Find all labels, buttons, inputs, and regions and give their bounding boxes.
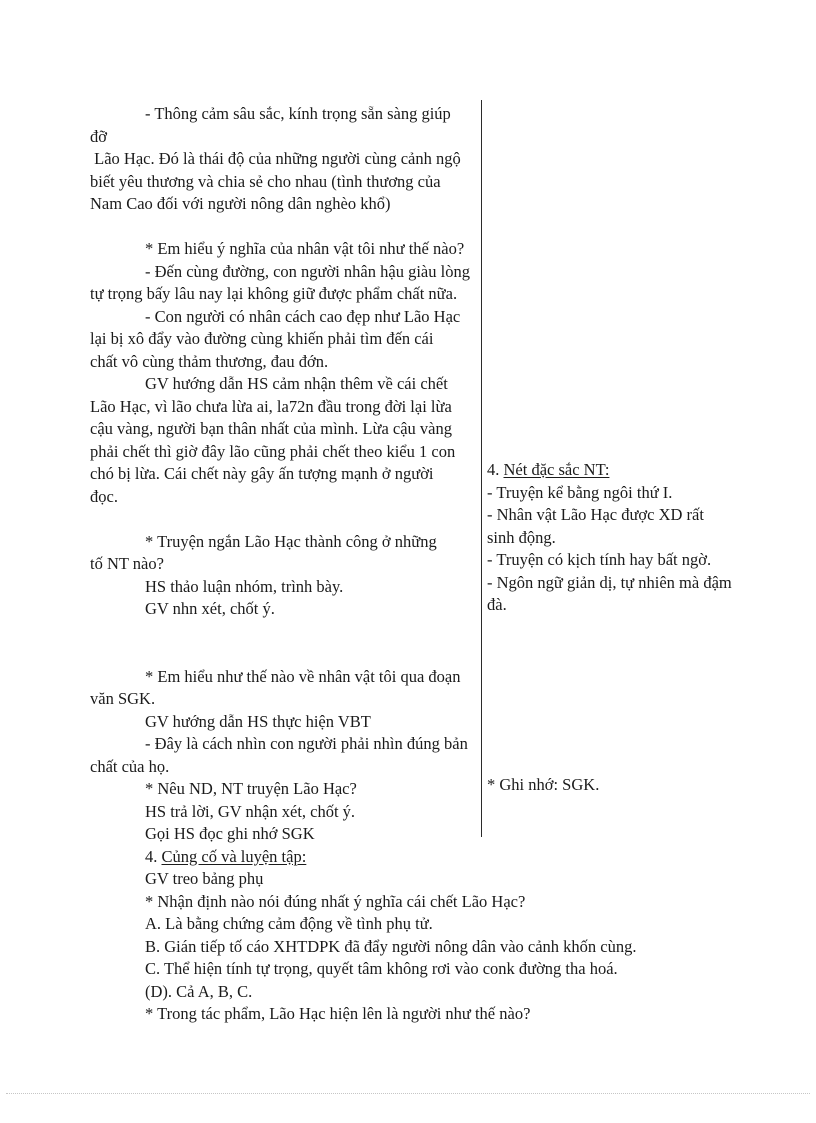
text-line: 4. Nét đặc sắc NT: [487,460,610,479]
text-line: HS trả lời, GV nhận xét, chốt ý. [145,801,356,821]
blank-line [90,621,482,644]
text-line: biết yêu thương và chia sẻ cho nhau (tình thương của [90,171,441,191]
ghi-nho-note: * Ghi nhớ: SGK. [487,775,600,794]
text-line: C. Thể hiện tính tự trọng, quyết tâm không rơi vào conk đường tha hoá. [145,959,618,978]
text-line: GV hướng dẫn HS cảm nhận thêm về cái chết [145,374,448,393]
text-line: - Đến cùng đường, con người nhân hậu giàu lòng [145,261,470,281]
text-line: - Nhân vật Lão Hạc được XD rất [487,505,704,524]
text-line: văn SGK. [90,689,156,708]
text-line: sinh động. [487,527,556,547]
lesson-right-column [487,459,732,617]
page-bottom-border [6,1093,810,1094]
text-line: HS thảo luận nhóm, trình bày. [145,576,344,596]
text-line: - Đây là cách nhìn con người phải nhìn đúng bản [145,734,468,753]
text-line: GV hướng dẫn HS thực hiện VBT [145,711,371,731]
text-line: GV treo bảng phụ [145,869,264,888]
text-line: đọc. [90,486,118,506]
text-line: - Con người có nhân cách cao đẹp như Lão Hạc [145,306,461,326]
text-line: * Truyện ngắn Lão Hạc thành công ở những [145,531,437,551]
text-line: - Truyện kể bằng ngôi thứ I. [487,482,673,502]
text-line: Nam Cao đối với người nông dân nghèo khổ) [90,194,391,213]
text-line: * Trong tác phẩm, Lão Hạc hiện lên là người như thế nào? [145,1004,531,1023]
text-line: Lão Hạc. Đó là thái độ của những người cùng cảnh ngộ [90,149,461,168]
text-line: * Em hiểu ý nghĩa của nhân vật tôi như thế nào? [145,239,465,258]
blank-line [90,643,482,666]
text-line: Gọi HS đọc ghi nhớ SGK [145,824,315,843]
text-line: - Truyện có kịch tính hay bất ngờ. [487,550,712,569]
underlined-heading: Củng cố và luyện tập: [161,846,307,866]
text-line: A. Là bằng chứng cảm động về tình phụ tử. [145,914,433,933]
text-line: chất của họ. [90,756,170,776]
text-line: đỡ [90,126,107,146]
text-line: - Ngôn ngữ giản dị, tự nhiên mà đậm [487,572,732,592]
text-line: lại bị xô đẩy vào đường cùng khiến phải tìm đến cái [90,329,434,348]
text-line: * Nhận định nào nói đúng nhất ý nghĩa cái chết Lão Hạc? [145,891,526,911]
underlined-heading: Nét đặc sắc NT: [503,460,610,479]
text-line: tự trọng bấy lâu nay lại không giữ được phẩm chất nữa. [90,284,458,303]
text-line: đà. [487,595,507,614]
text-line: tố NT nào? [90,554,164,573]
text-line: 4. Củng cố và luyện tập: [145,846,307,866]
text-line: GV nhn xét, chốt ý. [145,599,275,618]
text-line: chất vô cùng thảm thương, đau đớn. [90,351,329,371]
blank-line [90,508,482,531]
column-divider [481,100,482,837]
text-line: * Em hiểu như thế nào về nhân vật tôi qua đoạn [145,666,461,686]
text-line: - Thông cảm sâu sắc, kính trọng sẵn sàng giúp [145,104,451,123]
text-line: Lão Hạc, vì lão chưa lừa ai, la72n đầu trong đời lại lừa [90,396,452,416]
text-line: phải chết thì giờ đây lão cũng phải chết theo kiểu 1 con [90,441,456,461]
text-line: (D). Cả A, B, C. [145,981,253,1001]
blank-line [90,216,482,239]
text-line: B. Gián tiếp tố cáo XHTDPK đã đẩy người nông dân vào cảnh khốn cùng. [145,936,637,956]
text-line: * Nêu ND, NT truyện Lão Hạc? [145,779,357,798]
text-line: chó bị lừa. Cái chết này gây ấn tượng mạnh ở người [90,464,434,483]
text-line: cậu vàng, người bạn thân nhất của mình. Lừa cậu vàng [90,419,452,438]
